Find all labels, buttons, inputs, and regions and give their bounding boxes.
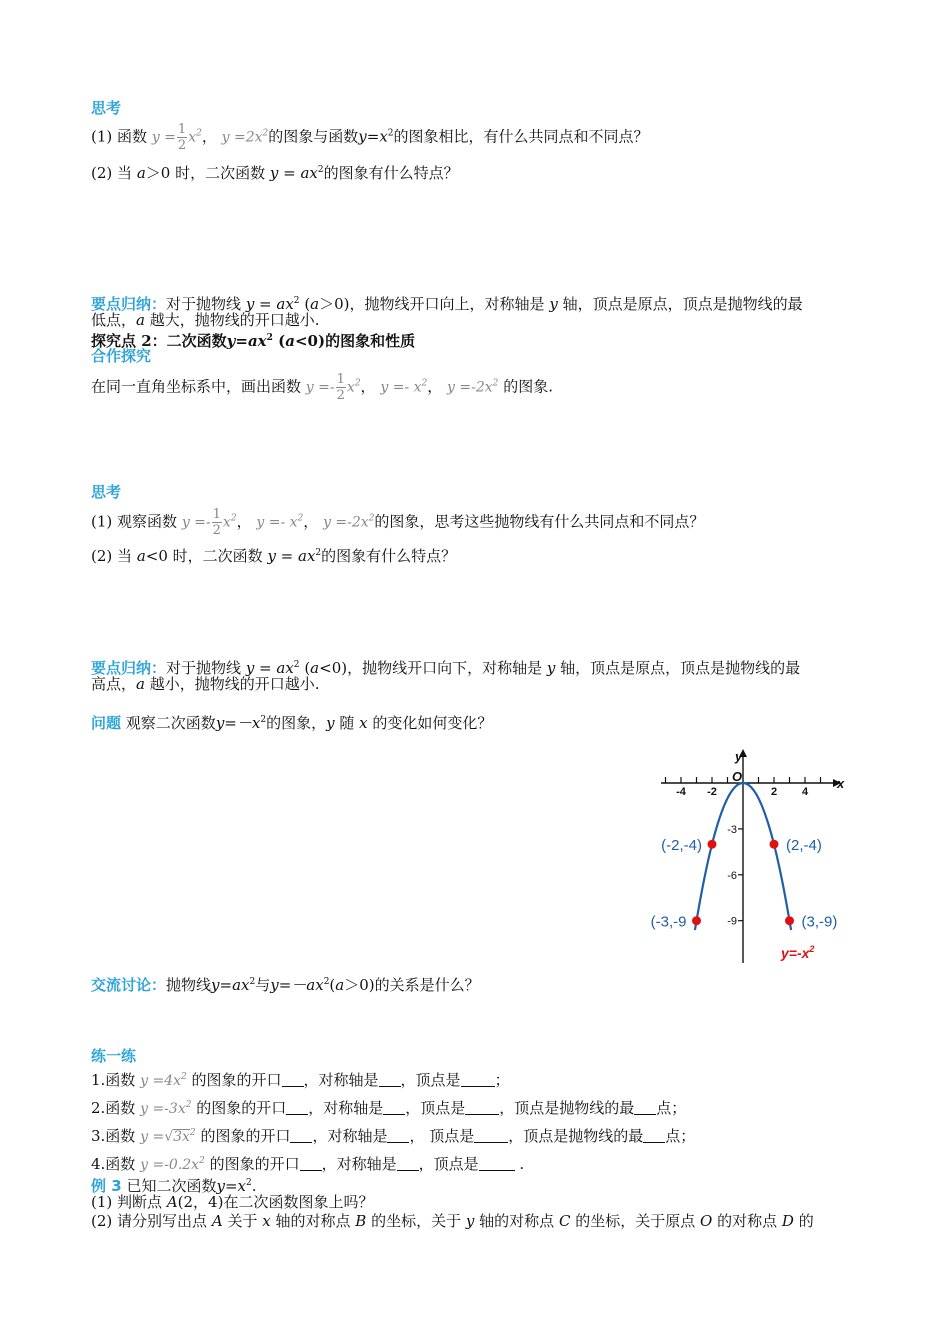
fraction-one-half: $\frac{1}{2}$ xyxy=(212,507,221,538)
point-label: (3,-9) xyxy=(801,913,838,931)
think1-question-1: (1) 函数 y = $\frac{1}{2}$ $x^2$， $y =2x^2$的图象与函数$y=x^2$的图象相比，有什么共同点和不同点？ xyxy=(91,122,649,153)
y-tick-label: -9 xyxy=(727,915,737,928)
explore-point-2-title: 探究点 2：二次函数$y=ax^2$ (a<0)的图象和性质 xyxy=(91,332,416,350)
think2-question-1: (1) 观察函数 y =- $\frac{1}{2}$ $x^2$， $y =- x^2$， $y =-2x^2$的图象，思考这些抛物线有什么共同点和不同点？ xyxy=(91,507,705,538)
y-tick-label: -3 xyxy=(727,823,737,836)
parabola-graph xyxy=(650,748,855,970)
graph-point xyxy=(785,916,794,925)
x-tick-label: 4 xyxy=(801,786,809,798)
y-axis-label: y xyxy=(735,749,743,764)
x-axis-label: x xyxy=(837,776,845,791)
graph-point xyxy=(770,840,779,849)
summary-1-line-1: 要点归纳：对于抛物线 $y = ax^2$ (a＞0)，抛物线开口向上，对称轴是 y 轴，顶点是原点，顶点是抛物线的最 xyxy=(91,295,803,313)
practice-item-2: 2.函数 $y =-3x^2$ 的图象的开口 ，对称轴是 ，顶点是 ，顶点是抛物线的最 点； xyxy=(91,1099,687,1117)
graph-axes xyxy=(661,749,845,963)
example-3-intro: 例 3 已知二次函数$y=x^2$. xyxy=(91,1177,257,1195)
think-heading-2: 思考 xyxy=(91,483,122,501)
curve-label: $y=-x^2$ xyxy=(781,944,815,961)
graph-point xyxy=(708,840,717,849)
think1-question-2: (2) 当 a＞0 时，二次函数 $y = ax^2$的图象有什么特点？ xyxy=(91,164,459,182)
practice-heading: 练一练 xyxy=(91,1047,137,1065)
example-3-question-1: (1) 判断点 A(2，4)在二次函数图象上吗？ xyxy=(91,1193,374,1211)
y-tick-label: -6 xyxy=(727,869,737,882)
practice-item-1: 1.函数 $y =4x^2$ 的图象的开口 ，对称轴是 ，顶点是 ； xyxy=(91,1071,510,1089)
example-3-question-2: (2) 请分别写出点 A 关于 x 轴的对称点 B 的坐标，关于 y 轴的对称点 C 的坐标，关于原点 O 的对称点 D 的 xyxy=(91,1212,814,1230)
cooperative-inquiry-text: 在同一直角坐标系中，画出函数 y =- $\frac{1}{2}$ $x^2$， $y =- x^2$， $y =-2x^2$ 的图象. xyxy=(91,372,553,403)
point-label: (-3,-9 xyxy=(650,913,687,931)
fraction-one-half: $\frac{1}{2}$ xyxy=(336,372,345,403)
think2-question-2: (2) 当 a<0 时，二次函数 $y = ax^2$的图象有什么特点？ xyxy=(91,547,457,565)
summary-2-line-1: 要点归纳：对于抛物线 $y = ax^2$ (a<0)，抛物线开口向下，对称轴是 y 轴，顶点是原点，顶点是抛物线的最 xyxy=(91,659,801,677)
summary-2-line-2: 高点，a 越小，抛物线的开口越小. xyxy=(91,675,320,693)
question-line: 问题 观察二次函数$y=-x^2$的图象，y 随 x 的变化如何变化？ xyxy=(91,714,493,732)
fraction-one-half: $\frac{1}{2}$ xyxy=(177,122,187,153)
discussion-line: 交流讨论：抛物线$y=ax^2$与$y=-ax^2(a>0)$的关系是什么？ xyxy=(91,976,480,994)
cooperative-inquiry-heading: 合作探究 xyxy=(91,347,152,365)
think-heading-1: 思考 xyxy=(91,99,122,117)
practice-item-4: 4.函数 $y =-0.2x^2$ 的图象的开口 ，对称轴是 ，顶点是 . xyxy=(91,1155,525,1173)
x-tick-label: -4 xyxy=(676,786,686,798)
graph-points xyxy=(651,837,838,931)
point-label: (2,-4) xyxy=(786,837,822,855)
point-label: (-2,-4) xyxy=(661,837,702,855)
summary-1-line-2: 低点，a 越大，抛物线的开口越小. xyxy=(91,311,320,329)
practice-item-3: 3.函数 $y =√3x^2$ 的图象的开口 ，对称轴是 ， 顶点是 ，顶点是抛物线的最 点； xyxy=(91,1127,696,1145)
x-tick-label: 2 xyxy=(770,786,778,798)
graph-point xyxy=(692,916,701,925)
origin-label: O xyxy=(732,769,743,784)
x-tick-label: -2 xyxy=(707,786,717,798)
